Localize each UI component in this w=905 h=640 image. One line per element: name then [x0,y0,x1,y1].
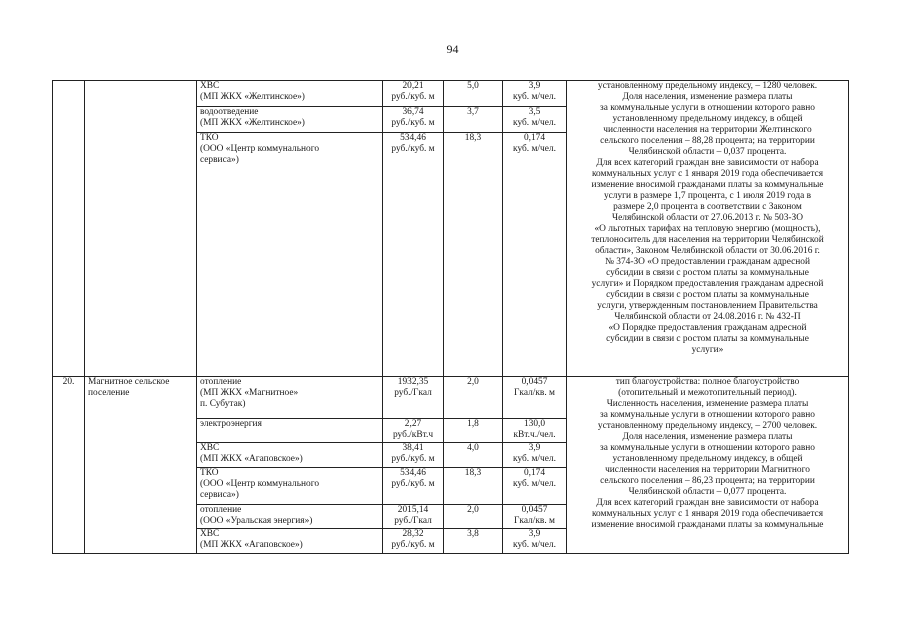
norm-cell [503,133,567,377]
price-cell [383,133,444,377]
notes-cell-line: субсидии в связи с ростом платы за коммунальные [606,334,809,344]
table-row [53,377,849,419]
notes-cell-line: Доля населения, изменение размера платы [622,432,793,442]
price-cell-line: руб./куб. м [391,454,435,464]
growth-cell: 4,0 [444,443,503,468]
notes-cell-line: изменение вносимой гражданами платы за коммунальные [591,180,824,190]
price-cell-line: 38,41 [402,443,424,453]
notes-cell-line: численности населения на территории Желтинского [603,125,812,135]
service-cell-line: ТКО [200,133,219,143]
service-cell-line: ХВС [200,81,220,91]
price-cell-line: 1932,35 [397,377,429,387]
notes-cell-line: Челябинской области от 24.08.2016 г. № 432-П [614,312,801,322]
notes-cell [567,81,849,377]
norm-cell-line: 3,9 [528,529,541,539]
norm-cell [503,81,567,107]
table-row [53,81,849,107]
norm-cell-line: 0,0457 [521,377,548,387]
norm-cell-line: куб. м/чел. [513,92,556,102]
row-number-cell [53,81,85,377]
notes-cell-line: сельского поселения – 88,28 процента; на территории [600,136,815,146]
notes-cell-line: Доля населения, изменение размера платы [622,92,793,102]
notes-cell-line: установленному предельному индексу, в общей [612,454,803,464]
norm-cell-line: 3,9 [528,81,541,91]
norm-cell-line: кВт.ч./чел. [513,430,556,440]
growth-cell: 3,7 [444,107,503,133]
notes-cell [567,377,849,554]
notes-cell-line: субсидии в связи с ростом платы за коммунальные [606,268,809,278]
settlement-cell-line: поселение [88,388,130,398]
price-cell [383,377,444,419]
growth-cell: 5,0 [444,81,503,107]
price-cell [383,468,444,505]
notes-cell-line: за коммунальные услуги в отношении которого равно [599,103,815,113]
price-cell-line: руб./Гкал [394,388,432,398]
norm-cell [503,443,567,468]
notes-cell-line: субсидии в связи с ростом платы за коммунальные [606,290,809,300]
growth-cell: 18,3 [444,468,503,505]
service-cell-line: (МП ЖКХ «Магнитное» [200,388,299,398]
notes-cell-line: услуги, утвержденным постановлением Правительства [597,301,818,311]
service-cell [197,133,383,377]
growth-cell: 18,3 [444,133,503,377]
norm-cell [503,419,567,443]
notes-cell-line: Численность населения, изменение размера платы [606,399,809,409]
norm-cell-line: 0,0457 [521,505,548,515]
notes-cell-line: установленному предельному индексу, в общей [612,114,803,124]
service-cell-line: ХВС [200,529,220,539]
growth-cell: 2,0 [444,505,503,529]
norm-cell [503,377,567,419]
service-cell-line: (МП ЖКХ «Желтинское») [200,118,305,128]
norm-cell-line: 0,174 [523,133,546,143]
growth-cell: 2,0 [444,377,503,419]
notes-cell-line: «О льготных тарифах на тепловую энергию (мощность), [594,224,821,234]
growth-cell: 3,8 [444,529,503,554]
notes-cell-line: № 374-ЗО «О предоставлении гражданам адресной [604,257,811,267]
page-number: 94 [446,42,459,56]
price-cell-line: 36,74 [402,107,424,117]
service-cell-line: (ООО «Уральская энергия») [200,516,313,526]
price-cell-line: руб./куб. м [391,92,435,102]
notes-cell-line: за коммунальные услуги в отношении которого равно [599,410,815,420]
service-cell-line: водоотведение [200,107,259,117]
service-cell-line: п. Субутак) [200,399,246,409]
service-cell [197,529,383,554]
service-cell [197,377,383,419]
service-cell-line: отопление [200,505,242,515]
notes-cell-line: установленному предельному индексу, – 1280 человек. [597,81,818,91]
price-cell-line: 28,32 [402,529,424,539]
service-cell-line: электроэнергия [200,419,262,429]
notes-cell-line: теплоноситель для населения на территории Челябинской [591,235,824,245]
price-cell [383,505,444,529]
notes-cell-line: услуги» и Порядком предоставления гражданам адресной [591,279,824,289]
price-cell [383,81,444,107]
notes-cell-line: Челябинской области от 27.06.2013 г. № 503-ЗО [612,213,803,223]
price-cell-line: 20,21 [402,81,424,91]
norm-cell-line: куб. м/чел. [513,454,556,464]
service-cell [197,107,383,133]
settlement-cell-line: Магнитное сельское [88,377,170,387]
notes-cell-line: численности населения на территории Магнитного [605,465,810,475]
price-cell-line: руб./Гкал [394,516,432,526]
norm-cell [503,505,567,529]
price-cell-line: 2015,14 [397,505,429,515]
norm-cell-line: куб. м/чел. [513,479,556,489]
notes-cell-line: Для всех категорий граждан вне зависимости от набора [596,158,819,168]
notes-cell-line: Челябинской области – 0,037 процента. [628,147,787,157]
notes-cell-line: «О Порядке предоставления гражданам адресной [608,323,807,333]
service-cell [197,81,383,107]
norm-cell-line: куб. м/чел. [513,118,556,128]
service-cell [197,443,383,468]
notes-cell-line: (отопительный и межотопительный период). [618,388,797,398]
service-cell-line: (МП ЖКХ «Агаповское») [200,540,303,550]
price-cell [383,529,444,554]
notes-cell-line: за коммунальные услуги в отношении которого равно [599,443,815,453]
notes-cell-line: изменение вносимой гражданами платы за коммунальные [591,520,824,530]
norm-cell-line: 3,9 [528,443,541,453]
service-cell-line: ТКО [200,468,219,478]
notes-cell-line: области», Законом Челябинской области от 30.06.2016 г. [595,246,820,256]
norm-cell [503,468,567,505]
notes-cell-line: установленному предельному индексу, – 2700 человек. [597,421,818,431]
table-body [53,81,849,554]
price-cell-line: 534,46 [400,133,426,143]
notes-cell-line: Для всех категорий граждан вне зависимости от набора [596,498,819,508]
service-cell-line: (ООО «Центр коммунального [200,144,320,154]
norm-cell [503,529,567,554]
service-cell-line: ХВС [200,443,220,453]
service-cell-line: (МП ЖКХ «Агаповское») [200,454,303,464]
service-cell-line: сервиса») [200,155,239,165]
notes-cell-line: коммунальных услуг с 1 января 2019 года обеспечивается [591,169,824,179]
service-cell [197,419,383,443]
notes-cell-line: коммунальных услуг с 1 января 2019 года обеспечивается [591,509,824,519]
norm-cell-line: 130,0 [523,419,546,429]
norm-cell-line: 0,174 [523,468,546,478]
notes-cell-line: Челябинской области – 0,077 процента. [628,487,787,497]
norm-cell-line: куб. м/чел. [513,144,556,154]
norm-cell-line: Гкал/кв. м [514,388,555,398]
tariff-table [52,80,849,554]
price-cell-line: 534,46 [400,468,426,478]
service-cell-line: отопление [200,377,242,387]
price-cell [383,443,444,468]
notes-cell-line: услуги» [691,345,724,355]
norm-cell-line: 3,5 [528,107,541,117]
notes-cell-line: тип благоустройства: полное благоустройство [615,377,800,387]
norm-cell-line: куб. м/чел. [513,540,556,550]
price-cell-line: руб./куб. м [391,540,435,550]
growth-cell: 1,8 [444,419,503,443]
service-cell [197,505,383,529]
notes-cell-line: размере 2,0 процента в соответствии с Законом [613,202,802,212]
norm-cell-line: Гкал/кв. м [514,516,555,526]
price-cell-line: руб./куб. м [391,144,435,154]
price-cell-line: 2,27 [404,419,422,429]
notes-cell-line: услуги в размере 1,7 процента, с 1 июля 2019 года в [603,191,812,201]
price-cell-line: руб./куб. м [391,118,435,128]
price-cell [383,419,444,443]
service-cell [197,468,383,505]
price-cell-line: руб./куб. м [391,479,435,489]
service-cell-line: (МП ЖКХ «Желтинское») [200,92,305,102]
service-cell-line: сервиса») [200,490,239,500]
norm-cell [503,107,567,133]
settlement-cell [85,81,197,377]
service-cell-line: (ООО «Центр коммунального [200,479,320,489]
price-cell [383,107,444,133]
settlement-cell [85,377,197,554]
row-number-cell: 20. [53,377,85,554]
price-cell-line: руб./кВт.ч [392,430,434,440]
notes-cell-line: сельского поселения – 86,23 процента; на территории [600,476,815,486]
